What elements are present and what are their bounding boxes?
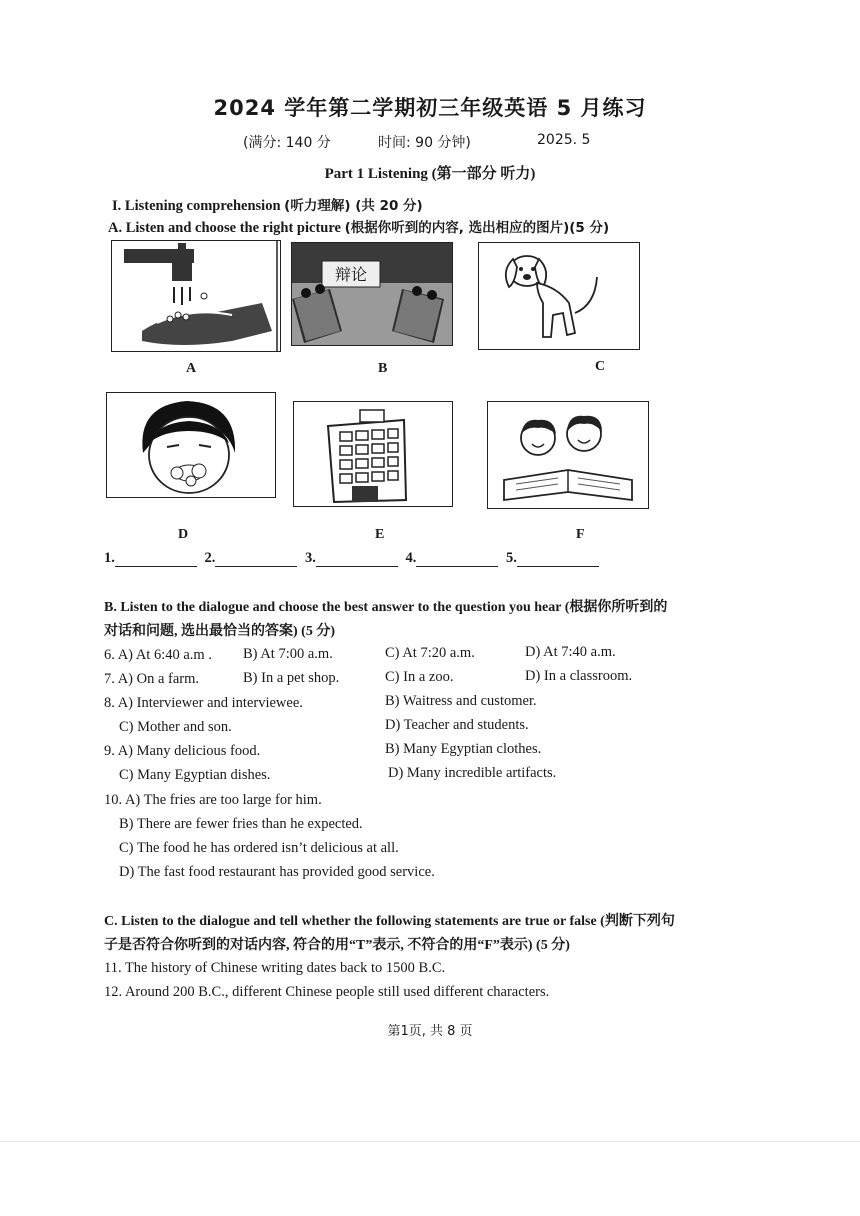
q8-option-a: 8. A) Interviewer and interviewee. bbox=[104, 695, 303, 711]
sneezing-person-icon bbox=[107, 393, 275, 497]
picture-a bbox=[111, 240, 281, 352]
q6-option-c: C) At 7:20 a.m. bbox=[385, 645, 475, 661]
picture-e-label: E bbox=[375, 527, 385, 542]
picture-d bbox=[106, 392, 276, 498]
picture-b-label: B bbox=[378, 361, 388, 376]
section1-title-en: I. Listening comprehension bbox=[112, 198, 281, 214]
section1-title-cn: (听力理解) (共 20 分) bbox=[284, 198, 423, 214]
q8-option-d: D) Teacher and students. bbox=[385, 717, 529, 733]
children-reading-icon bbox=[488, 402, 648, 508]
q9-option-c: C) Many Egyptian dishes. bbox=[119, 767, 271, 783]
q10-option-c: C) The food he has ordered isn’t delicious at all. bbox=[119, 840, 399, 856]
answer-blanks-row bbox=[104, 550, 599, 567]
q12-statement: 12. Around 200 B.C., different Chinese people still used different characters. bbox=[104, 984, 550, 1000]
full-score: (满分: 140 分 bbox=[243, 135, 331, 151]
blank-2-label: 2. bbox=[204, 550, 216, 566]
picture-f-label: F bbox=[576, 527, 585, 542]
answer-blank-2[interactable] bbox=[215, 552, 297, 567]
picture-b bbox=[291, 242, 453, 346]
q8-option-c: C) Mother and son. bbox=[119, 719, 232, 735]
blank-1-label: 1. bbox=[104, 550, 115, 566]
blank-4-label: 4. bbox=[405, 550, 417, 566]
page-number: 第1页, 共 8 页 bbox=[387, 1024, 473, 1039]
q9-option-a: 9. A) Many delicious food. bbox=[104, 743, 261, 759]
part1-title: Part 1 Listening (第一部分 听力) bbox=[324, 166, 536, 182]
q10-option-d: D) The fast food restaurant has provided good service. bbox=[119, 864, 435, 880]
building-icon bbox=[294, 402, 452, 506]
q11-statement: 11. The history of Chinese writing dates back to 1500 B.C. bbox=[104, 960, 446, 976]
picture-d-label: D bbox=[178, 527, 189, 542]
debate-icon bbox=[292, 243, 452, 345]
sectionA-title-cn: (根据你听到的内容, 选出相应的图片)(5 分) bbox=[344, 220, 610, 236]
section1-title bbox=[112, 194, 423, 215]
q7-option-d: D) In a classroom. bbox=[525, 668, 633, 684]
blank-3-label: 3. bbox=[305, 550, 316, 566]
picture-f bbox=[487, 401, 649, 509]
picture-e bbox=[293, 401, 453, 507]
q9-option-b: B) Many Egyptian clothes. bbox=[385, 741, 542, 757]
picture-c-label: C bbox=[595, 359, 606, 374]
picture-c bbox=[478, 242, 640, 350]
q7-option-c: C) In a zoo. bbox=[385, 669, 454, 685]
answer-blank-1[interactable] bbox=[115, 552, 197, 567]
q7-option-b: B) In a pet shop. bbox=[243, 670, 340, 686]
answer-blank-4[interactable] bbox=[416, 552, 498, 567]
sectionA-title bbox=[108, 216, 609, 237]
q6-option-d: D) At 7:40 a.m. bbox=[525, 644, 616, 660]
q6-option-a: 6. A) At 6:40 a.m . bbox=[104, 647, 212, 663]
q10-option-b: B) There are fewer fries than he expected. bbox=[119, 816, 363, 832]
hand-washing-icon bbox=[112, 241, 280, 351]
exam-time: 时间: 90 分钟) bbox=[378, 135, 471, 151]
dog-icon bbox=[479, 243, 639, 349]
sectionA-title-en: A. Listen and choose the right picture bbox=[108, 220, 341, 236]
sectionB-title-line1: B. Listen to the dialogue and choose the best answer to the question you hear (根据你所听到的 bbox=[104, 600, 668, 615]
answer-blank-3[interactable] bbox=[316, 552, 398, 567]
debate-sign-text: 辩论 bbox=[334, 265, 368, 284]
exam-title: 2024 学年第二学期初三年级英语 5 月练习 bbox=[213, 96, 647, 120]
picture-a-label: A bbox=[186, 361, 197, 376]
q7-option-a: 7. A) On a farm. bbox=[104, 671, 200, 687]
sectionC-title-line1: C. Listen to the dialogue and tell whether the following statements are true or false (判断下列句 bbox=[104, 914, 675, 929]
sectionC-title-line2: 子是否符合你听到的对话内容, 符合的用“T”表示, 不符合的用“F”表示) (5 分) bbox=[104, 938, 570, 953]
q10-option-a: 10. A) The fries are too large for him. bbox=[104, 792, 322, 808]
sectionB-title-line2: 对话和问题, 选出最恰当的答案) (5 分) bbox=[104, 624, 335, 639]
q9-option-d: D) Many incredible artifacts. bbox=[388, 765, 557, 781]
blank-5-label: 5. bbox=[506, 550, 517, 566]
q8-option-b: B) Waitress and customer. bbox=[385, 693, 537, 709]
answer-blank-5[interactable] bbox=[517, 552, 599, 567]
page-divider bbox=[0, 1141, 860, 1142]
exam-date: 2025. 5 bbox=[537, 132, 591, 148]
q6-option-b: B) At 7:00 a.m. bbox=[243, 646, 333, 662]
